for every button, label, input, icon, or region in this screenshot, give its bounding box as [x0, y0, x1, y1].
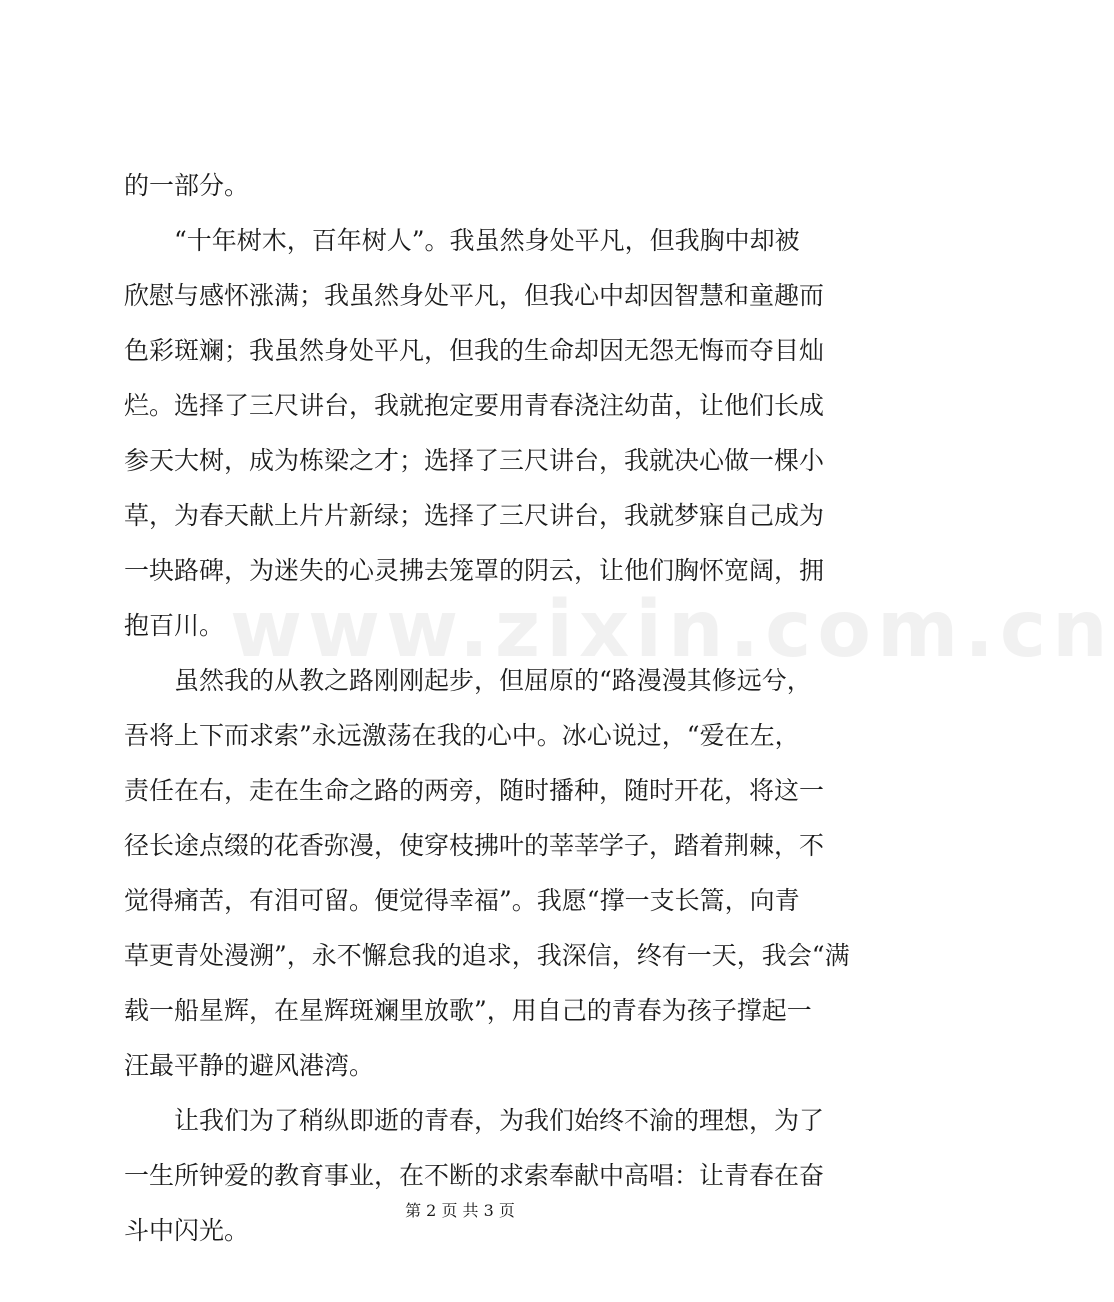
paragraph-line: 径长途点缀的花香弥漫，使穿枝拂叶的莘莘学子，踏着荆棘，不: [124, 831, 825, 860]
paragraph-line: 吾将上下而求索”永远激荡在我的心中。冰心说过，“爱在左，: [124, 721, 800, 750]
paragraph-line: 载一船星辉，在星辉斑斓里放歌”，用自己的青春为孩子撑起一: [124, 996, 812, 1025]
paragraph-line: 草，为春天献上片片新绿；选择了三尺讲台，我就梦寐自己成为: [124, 501, 825, 530]
paragraph-line: 让我们为了稍纵即逝的青春，为我们始终不渝的理想，为了: [174, 1106, 825, 1135]
paragraph-line: 草更青处漫溯”，永不懈怠我的追求，我深信，终有一天，我会“满: [124, 941, 850, 970]
paragraph-line: 虽然我的从教之路刚刚起步，但屈原的“路漫漫其修远兮，: [174, 666, 812, 695]
paragraph-line: 的一部分。: [124, 171, 250, 200]
watermark: www.zixin.com.cn: [230, 585, 1114, 675]
paragraph-line: 汪最平静的避风港湾。: [124, 1051, 375, 1080]
paragraph-line: 觉得痛苦，有泪可留。便觉得幸福”。我愿“撑一支长篙，向青: [124, 886, 800, 915]
paragraph-line: “十年树木，百年树人”。我虽然身处平凡，但我胸中却被: [174, 226, 800, 255]
paragraph-line: 烂。选择了三尺讲台，我就抱定要用青春浇注幼苗，让他们长成: [124, 391, 825, 420]
paragraph-line: 抱百川。: [124, 611, 225, 640]
page-number-footer: 第 2 页 共 3 页: [405, 1201, 515, 1220]
paragraph-line: 一块路碑，为迷失的心灵拂去笼罩的阴云，让他们胸怀宽阔，拥: [124, 556, 825, 585]
paragraph-line: 欣慰与感怀涨满；我虽然身处平凡，但我心中却因智慧和童趣而: [124, 281, 825, 310]
paragraph-line: 参天大树，成为栋梁之才；选择了三尺讲台，我就决心做一棵小: [124, 446, 825, 475]
body-text: [124, 158, 1114, 1258]
paragraph-line: 责任在右，走在生命之路的两旁，随时播种，随时开花，将这一: [124, 776, 825, 805]
paragraph-line: 色彩斑斓；我虽然身处平凡，但我的生命却因无怨无悔而夺目灿: [124, 336, 825, 365]
paragraph-line: 斗中闪光。: [124, 1216, 250, 1245]
paragraph-line: 一生所钟爱的教育事业，在不断的求索奉献中高唱：让青春在奋: [124, 1161, 825, 1190]
